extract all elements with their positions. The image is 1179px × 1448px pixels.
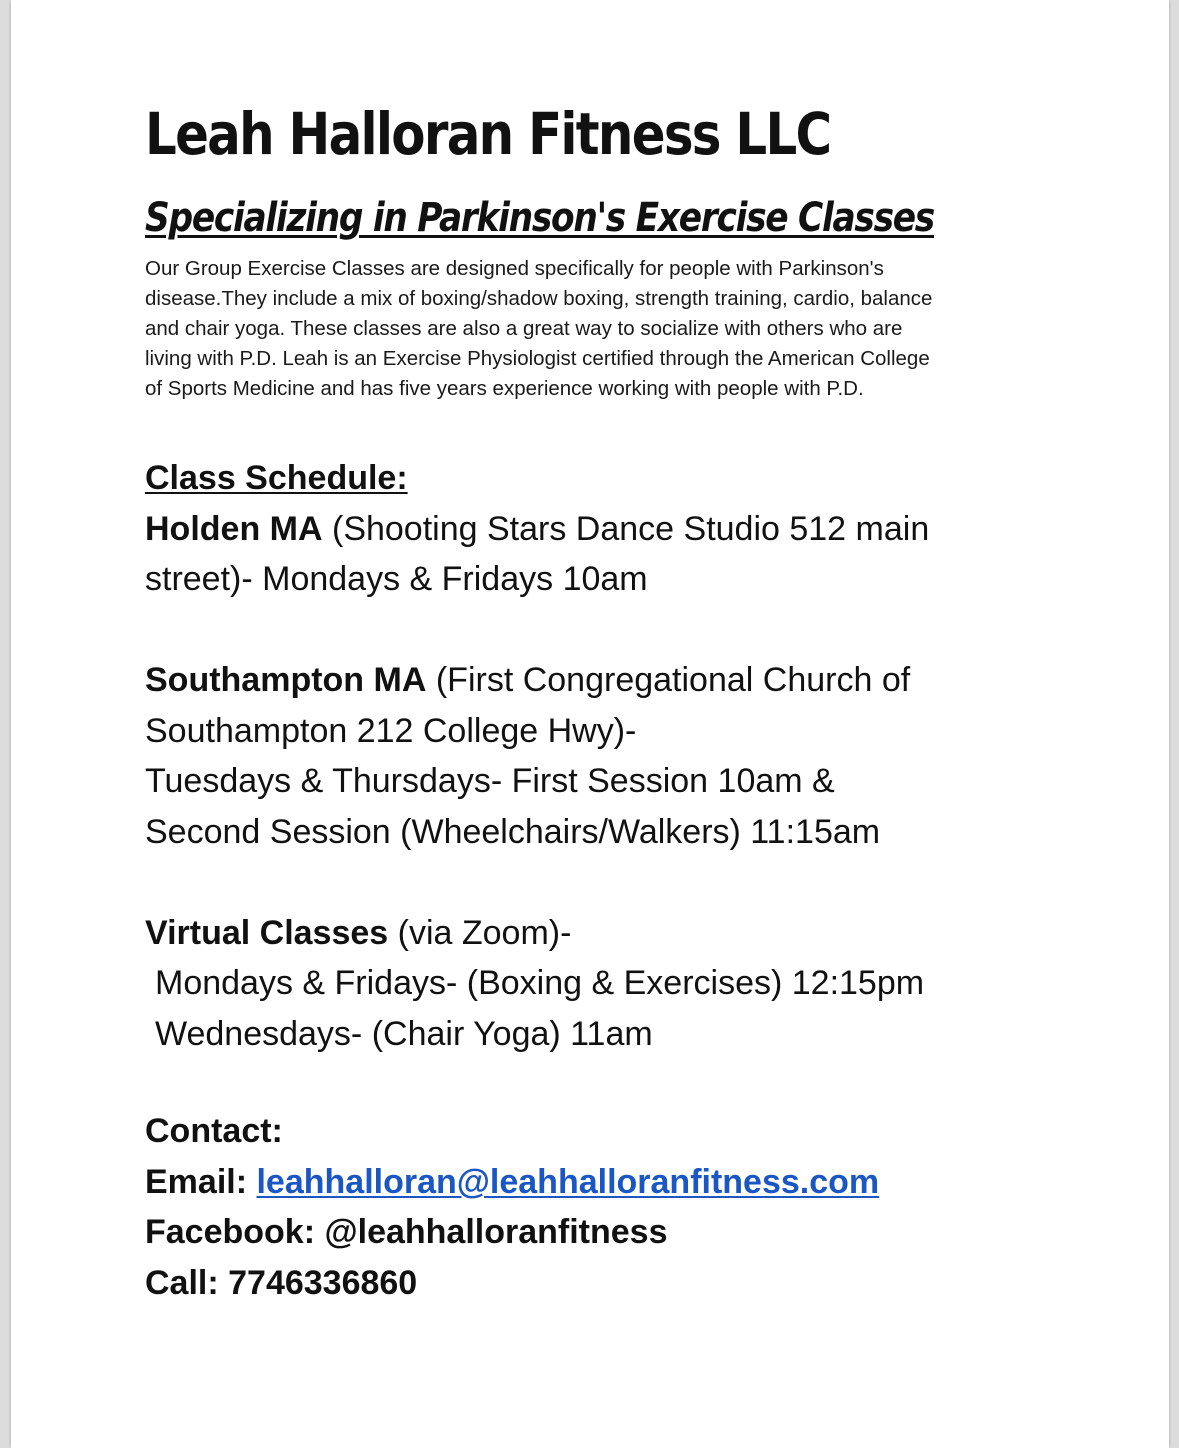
intro-line: of Sports Medicine and has five years experience working with people with P.D. <box>145 377 864 400</box>
schedule-heading-line <box>145 453 1155 504</box>
holden-line-1 <box>145 504 1155 555</box>
holden-location: Holden MA <box>145 509 323 548</box>
class-schedule <box>145 453 1155 1059</box>
document-page <box>11 0 1169 1448</box>
schedule-heading: Class Schedule: <box>145 459 408 497</box>
virtual-label: Virtual Classes <box>145 913 389 952</box>
contact-phone: Call: 7746336860 <box>145 1263 418 1302</box>
email-label: Email: <box>145 1162 257 1201</box>
virtual-line-2: Mondays & Fridays- (Boxing & Exercises) 12:15pm <box>155 964 925 1002</box>
southampton-line-3: Tuesdays & Thursdays- First Session 10am & <box>145 762 835 800</box>
document-subtitle: Specializing in Parkinson's Exercise Classes <box>145 195 934 241</box>
holden-line-2: street)- Mondays & Fridays 10am <box>145 560 648 598</box>
southampton-line-4: Second Session (Wheelchairs/Walkers) 11:15am <box>145 812 881 851</box>
intro-paragraph <box>145 254 1045 404</box>
contact-heading: Contact: <box>145 1112 283 1150</box>
southampton-location: Southampton MA <box>145 661 427 699</box>
southampton-line-2: Southampton 212 College Hwy)- <box>145 711 637 750</box>
document-title: Leah Halloran Fitness LLC <box>145 100 831 168</box>
intro-line: living with P.D. Leah is an Exercise Physiologist certified through the American College <box>145 347 930 370</box>
contact-section <box>145 1106 1155 1308</box>
holden-venue: (Shooting Stars Dance Studio 512 main <box>322 509 930 548</box>
contact-facebook: Facebook: @leahhalloranfitness <box>145 1213 668 1251</box>
intro-line: and chair yoga. These classes are also a great way to socialize with others who are <box>145 317 903 340</box>
southampton-line-1 <box>145 655 1155 706</box>
email-link[interactable]: leahhalloran@leahhalloranfitness.com <box>256 1162 880 1201</box>
virtual-line-3: Wednesdays- (Chair Yoga) 11am <box>155 1014 653 1053</box>
virtual-platform: (via Zoom)- <box>388 913 572 952</box>
spacer <box>145 857 1155 908</box>
southampton-venue: (First Congregational Church of <box>426 661 911 699</box>
contact-email-line <box>145 1157 1155 1208</box>
spacer <box>145 605 1155 656</box>
intro-line: Our Group Exercise Classes are designed specifically for people with Parkinson's <box>145 257 884 280</box>
intro-line: disease.They include a mix of boxing/shadow boxing, strength training, cardio, balance <box>145 287 933 310</box>
virtual-line-1 <box>145 908 1155 959</box>
